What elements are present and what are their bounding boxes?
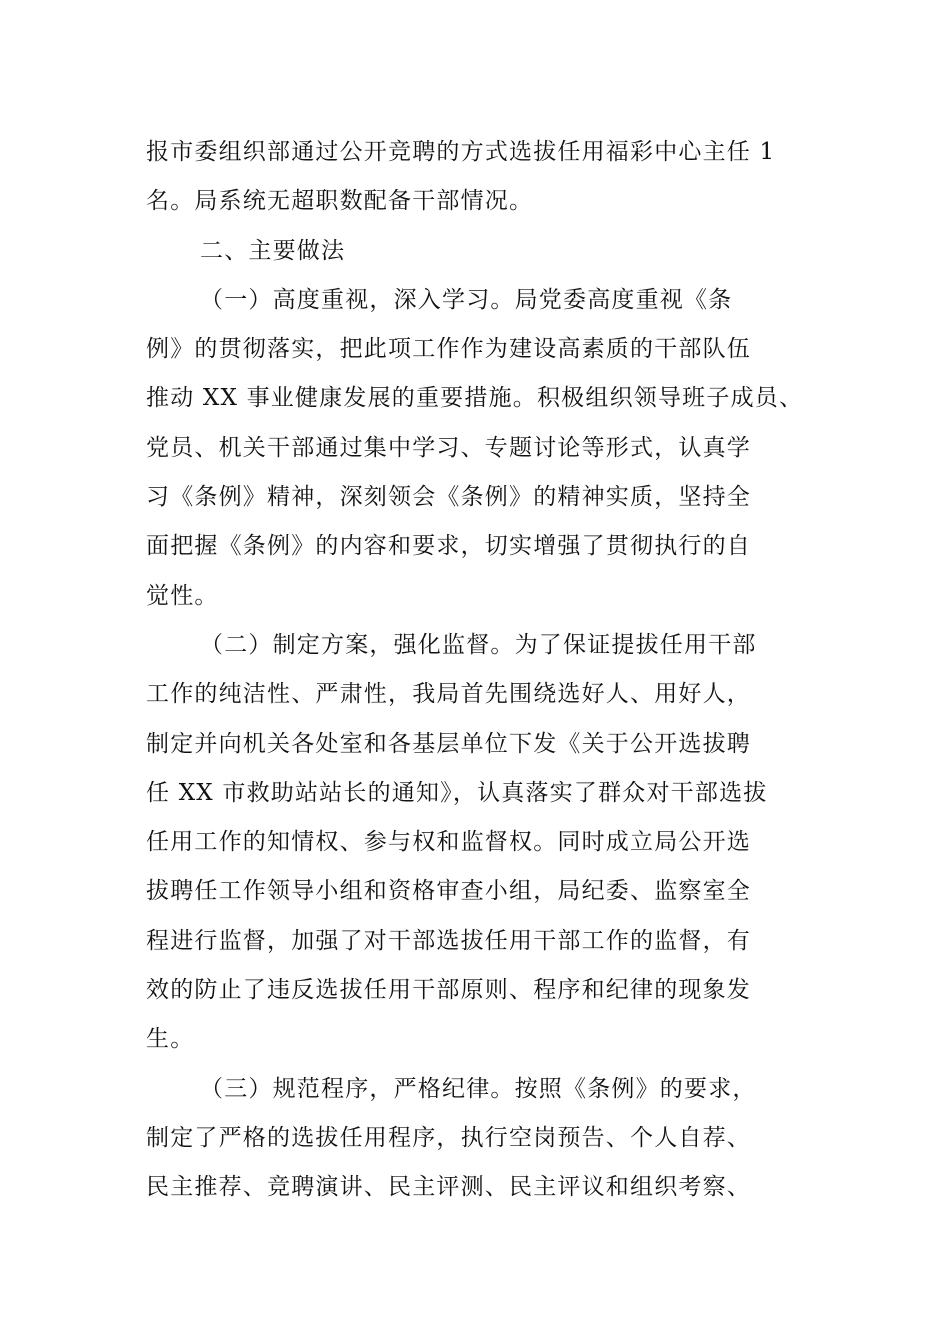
text-line: 制定了严格的选拔任用程序，执行空岗预告、个人自荐、 [146,1124,751,1151]
text-line: 民主推荐、竞聘演讲、民主评测、民主评议和组织考察、 [146,1174,751,1201]
paragraph-start: （二）制定方案，强化监督。为了保证提拔任用干部 [200,631,757,658]
text-line: 工作的纯洁性、严肃性，我局首先围绕选好人、用好人， [146,681,751,708]
text-line: 名。局系统无超职数配备干部情况。 [146,188,534,215]
text-line: 面把握《条例》的内容和要求，切实增强了贯彻执行的自 [146,533,751,560]
text-line: 例》的贯彻落实，把此项工作作为建设高素质的干部队伍 [146,336,751,363]
section-heading: 二、主要做法 [200,237,346,264]
text-line: 推动 XX 事业健康发展的重要措施。积极组织领导班子成员、 [146,385,804,412]
text-line: 生。 [146,1026,195,1053]
text-line: 效的防止了违反选拔任用干部原则、程序和纪律的现象发 [146,977,751,1004]
text-line: 制定并向机关各处室和各基层单位下发《关于公开选拔聘 [146,730,751,757]
text-line: 习《条例》精神，深刻领会《条例》的精神实质，坚持全 [146,484,751,511]
text-line: 程进行监督，加强了对干部选拔任用干部工作的监督，有 [146,927,751,954]
paragraph-start: （一）高度重视，深入学习。局党委高度重视《条 [200,286,733,313]
text-line: 任用工作的知情权、参与权和监督权。同时成立局公开选 [146,829,751,856]
text-line: 任 XX 市救助站站长的通知》，认真落实了群众对干部选拔 [146,779,768,806]
document-body [146,128,826,1213]
text-line: 报市委组织部通过公开竞聘的方式选拔任用福彩中心主任 1 [146,139,776,165]
paragraph-start: （三）规范程序，严格纪律。按照《条例》的要求， [200,1075,757,1102]
text-line: 拔聘任工作领导小组和资格审查小组，局纪委、监察室全 [146,878,751,905]
text-line: 觉性。 [146,582,219,609]
text-line: 党员、机关干部通过集中学习、专题讨论等形式，认真学 [146,434,751,461]
